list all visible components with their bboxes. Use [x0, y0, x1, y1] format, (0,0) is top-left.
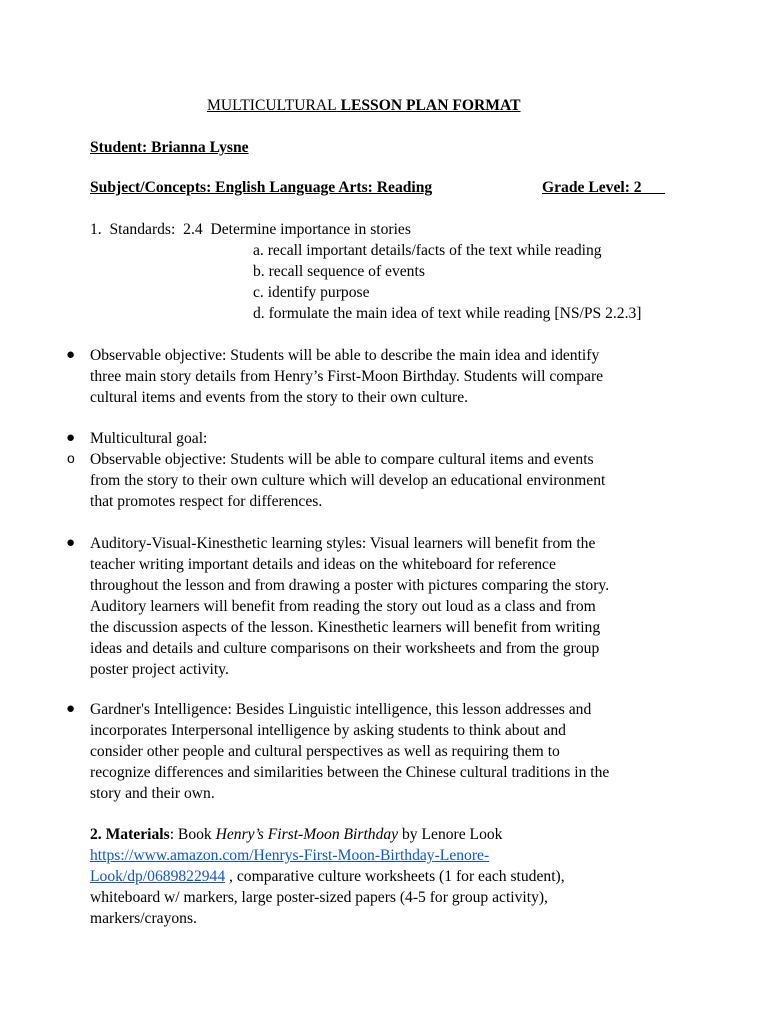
- gardner-line: Gardner's Intelligence: Besides Linguistic intelligence, this lesson addresses and: [90, 701, 592, 718]
- standards-item: a. recall important details/facts of the text while reading: [253, 242, 602, 259]
- grade-level: [542, 177, 665, 198]
- standards-heading: [90, 219, 411, 240]
- amazon-link-continued[interactable]: Look/dp/0689822944: [90, 868, 226, 885]
- avk-line: throughout the lesson and from drawing a poster with pictures comparing the story.: [90, 577, 610, 594]
- grade-level-text: Grade Level: 2: [542, 179, 642, 196]
- materials-number: 2: [90, 826, 98, 843]
- avk-line: teacher writing important details and ideas on the whiteboard for reference: [90, 556, 556, 573]
- gardner-line: incorporates Interpersonal intelligence by asking students to think about and: [90, 722, 566, 739]
- subject-concepts: Subject/Concepts: English Language Arts: Reading: [90, 179, 433, 196]
- materials-book-prefix: : Book: [169, 826, 216, 843]
- standards-number: 1.: [90, 221, 102, 238]
- objective-line: three main story details from Henry’s First-Moon Birthday. Students will compare: [90, 368, 604, 385]
- avk-line: Auditory learners will benefit from reading the story out loud as a class and from: [90, 598, 596, 615]
- gardner-line: consider other people and cultural perspectives as well as requiring them to: [90, 743, 560, 760]
- bullet-multicultural-goal: ●: [66, 430, 76, 446]
- bullet-avk: ●: [66, 535, 76, 551]
- multicultural-line: from the story to their own culture which will develop an educational environment: [90, 472, 606, 489]
- title-part-bold: LESSON PLAN FORMAT: [336, 97, 521, 114]
- book-title: Henry’s First-Moon Birthday: [215, 826, 399, 843]
- sub-bullet-objective: o: [67, 450, 75, 466]
- gardner-line: recognize differences and similarities between the Chinese cultural traditions in the: [90, 764, 610, 781]
- amazon-link[interactable]: https://www.amazon.com/Henrys-First-Moon-Birthday-Lenore-: [90, 847, 490, 864]
- standards-code: 2.4: [183, 221, 203, 238]
- avk-line: ideas and details and culture comparisons on their worksheets and from the group: [90, 640, 600, 657]
- avk-line: the discussion aspects of the lesson. Kinesthetic learners will benefit from writing: [90, 619, 601, 636]
- bullet-objective: ●: [66, 347, 76, 363]
- objective-line: cultural items and events from the story to their own culture.: [90, 389, 469, 406]
- materials-line-4: whiteboard w/ markers, large poster-sized papers (4-5 for group activity),: [90, 889, 548, 906]
- title-part-normal: MULTICULTURAL: [207, 97, 337, 114]
- standards-item: d. formulate the main idea of text while reading [NS/PS 2.2.3]: [253, 305, 642, 322]
- materials-line-1: [90, 824, 502, 845]
- avk-line: Auditory-Visual-Kinesthetic learning styles: Visual learners will benefit from the: [90, 535, 596, 552]
- gardner-line: story and their own.: [90, 785, 215, 802]
- book-author: by Lenore Look: [398, 826, 503, 843]
- objective-line: Observable objective: Students will be able to describe the main idea and identify: [90, 347, 600, 364]
- standards-item: c. identify purpose: [253, 284, 370, 301]
- document-title: [207, 95, 521, 116]
- multicultural-goal: Multicultural goal:: [90, 430, 208, 447]
- materials-line-5: markers/crayons.: [90, 910, 197, 927]
- avk-line: poster project activity.: [90, 661, 229, 678]
- multicultural-line: that promotes respect for differences.: [90, 493, 323, 510]
- multicultural-line: Observable objective: Students will be able to compare cultural items and events: [90, 451, 594, 468]
- materials-worksheets: , comparative culture worksheets (1 for each student),: [225, 868, 565, 885]
- standards-item: b. recall sequence of events: [253, 263, 425, 280]
- materials-line-3: [90, 866, 565, 887]
- materials-label: . Materials: [97, 826, 170, 843]
- bullet-gardner: ●: [66, 701, 76, 717]
- standards-label: Standards:: [109, 221, 176, 238]
- standards-heading-text: Determine importance in stories: [210, 221, 411, 238]
- materials-line-2: [90, 845, 489, 866]
- student-name: Student: Brianna Lysne: [90, 139, 249, 156]
